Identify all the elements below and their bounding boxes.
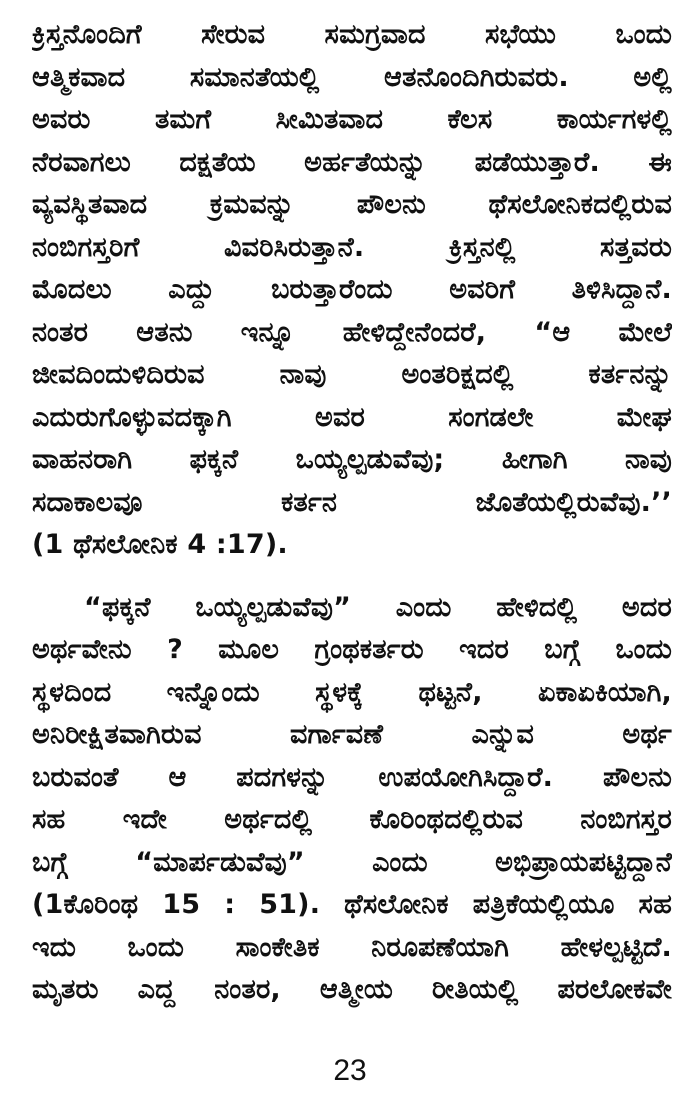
text-line: ಸಹ ಇದೇ ಅರ್ಥದಲ್ಲಿ ಕೊರಿಂಥದಲ್ಲಿರುವ ನಂಬಿಗಸ್ತರ	[32, 804, 672, 835]
text-line: ವಾಹನರಾಗಿ ಫಕ್ಕನೆ ಒಯ್ಯಲ್ಪಡುವೆವು; ಹೀಗಾಗಿ ನಾವು	[32, 444, 672, 475]
page-number: 23	[333, 1054, 367, 1087]
paragraph-gap	[32, 567, 672, 587]
text-line: ನಂಬಿಗಸ್ತರಿಗೆ ವಿವರಿಸಿರುತ್ತಾನೆ. ಕ್ರಿಸ್ತನಲ್ಲಿ ಸತ್ತವರು	[32, 231, 672, 263]
text-line: “ಫಕ್ಕನೆ ಒಯ್ಯಲ್ಪಡುವೆವು” ಎಂದು ಹೇಳಿದಲ್ಲಿ ಅದರ	[84, 591, 672, 623]
text-line: ಕ್ರಿಸ್ತನೊಂದಿಗೆ ಸೇರುವ ಸಮಗ್ರವಾದ ಸಭೆಯು ಒಂದು	[32, 19, 672, 50]
text-line: ಮೊದಲು ಎದ್ದು ಬರುತ್ತಾರೆಂದು ಅವರಿಗೆ ತಿಳಿಸಿದ್ದಾನೆ.	[32, 274, 672, 305]
text-line: ಸ್ಥಳದಿಂದ ಇನ್ನೊಂದು ಸ್ಥಳಕ್ಕೆ ಥಟ್ಟನೆ, ಏಕಾಏಕಿಯಾಗಿ,	[32, 676, 672, 708]
text-line: ಅವರು ತಮಗೆ ಸೀಮಿತವಾದ ಕೆಲಸ ಕಾರ್ಯಗಳಲ್ಲಿ	[32, 104, 672, 135]
text-line: ಅರ್ಥವೇನು ? ಮೂಲ ಗ್ರಂಥಕರ್ತರು ಇದರ ಬಗ್ಗೆ ಒಂದು	[32, 634, 672, 665]
text-line: ಅನಿರೀಕ್ಷಿತವಾಗಿರುವ ವರ್ಗಾವಣೆ ಎನ್ನುವ ಅರ್ಥ	[32, 719, 672, 750]
text-line: ಬರುವಂತೆ ಆ ಪದಗಳನ್ನು ಉಪಯೋಗಿಸಿದ್ದಾರೆ. ಪೌಲನು	[32, 761, 672, 793]
text-line: ಎದುರುಗೊಳ್ಳುವದಕ್ಕಾಗಿ ಅವರ ಸಂಗಡಲೇ ಮೇಘ	[32, 401, 672, 433]
text-line: ವ್ಯವಸ್ಥಿತವಾದ ಕ್ರಮವನ್ನು ಪೌಲನು ಥೆಸಲೋನಿಕದಲ್ಲಿರುವ	[32, 189, 672, 220]
text-line: ಬಗ್ಗೆ “ಮಾರ್ಪಡುವೆವು” ಎಂದು ಅಭಿಪ್ರಾಯಪಟ್ಟಿದ್ದಾನೆ	[32, 846, 672, 878]
citation-line: (1 ಥೆಸಲೋನಿಕ 4 :17).	[32, 529, 288, 560]
text-line: ನಂತರ ಆತನು ಇನ್ನೂ ಹೇಳಿದ್ದೇನೆಂದರೆ, “ಆ ಮೇಲೆ	[32, 316, 672, 348]
text-line: ಜೀವದಿಂದುಳಿದಿರುವ ನಾವು ಅಂತರಿಕ್ಷದಲ್ಲಿ ಕರ್ತನನ್ನು	[32, 359, 672, 390]
paragraph-2	[32, 587, 672, 1012]
document-page	[32, 14, 672, 1094]
text-line: ಸದಾಕಾಲವೂ ಕರ್ತನ ಜೊತೆಯಲ್ಲಿರುವೆವು.’’	[32, 486, 672, 518]
text-line: (1ಕೊರಿಂಥ 15 : 51). ಥೆಸಲೋನಿಕ ಪತ್ರಿಕೆಯಲ್ಲಿಯೂ ಸಹ	[32, 889, 672, 920]
text-line: ಇದು ಒಂದು ಸಾಂಕೇತಿಕ ನಿರೂಪಣೆಯಾಗಿ ಹೇಳಲ್ಪಟ್ಟಿದೆ.	[32, 931, 672, 963]
text-line: ಆತ್ಮಿಕವಾದ ಸಮಾನತೆಯಲ್ಲಿ ಆತನೊಂದಿಗಿರುವರು. ಅಲ್ಲಿ	[32, 61, 672, 93]
paragraph-1	[32, 14, 672, 567]
text-line: ನೆರವಾಗಲು ದಕ್ಷತೆಯ ಅರ್ಹತೆಯನ್ನು ಪಡೆಯುತ್ತಾರೆ. ಈ	[32, 146, 672, 178]
text-line: ಮೃತರು ಎದ್ದ ನಂತರ, ಆತ್ಮೀಯ ರೀತಿಯಲ್ಲಿ ಪರಲೋಕವೇ	[32, 974, 672, 1005]
